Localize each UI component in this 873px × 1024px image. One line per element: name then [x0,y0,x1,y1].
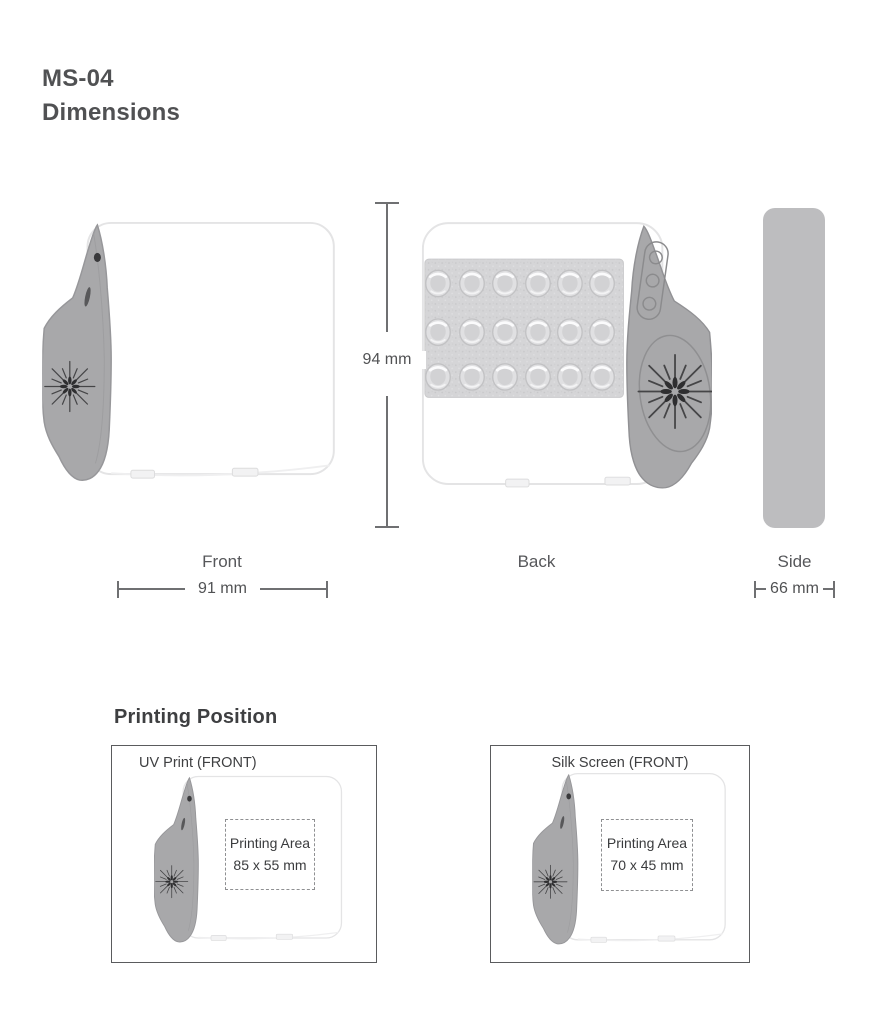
printing-area-label: Printing Area [606,835,688,852]
printing-area-size: 85 x 55 mm [233,856,307,873]
front-width-label: 91 mm [198,580,247,597]
dimension-line-right [260,588,326,590]
back-view-image [420,220,712,493]
silk-printing-area [601,819,693,891]
side-width-label: 66 mm [770,580,819,597]
side-view-label: Side [777,552,812,571]
dimension-line-left [119,588,185,590]
back-view-label: Back [517,552,556,571]
printing-area-size: 70 x 45 mm [610,857,684,873]
front-view-image [42,219,338,485]
dimension-tick-right [326,581,328,598]
uv-print-panel-title: UV Print (FRONT) [139,755,257,771]
dimension-cap-bottom [375,526,399,528]
height-dimension [362,202,412,528]
silk-screen-panel-title: Silk Screen (FRONT) [551,755,689,771]
silk-screen-panel [490,745,750,963]
page-subtitle: Dimensions [42,99,181,126]
dimension-line-lower [386,396,388,526]
side-width-dimension [754,580,835,598]
front-view-label: Front [202,552,242,571]
front-width-dimension [117,580,328,598]
dimension-line-upper [386,204,388,332]
page-title [42,62,180,130]
uv-printing-area [225,819,315,890]
printing-area-label: Printing Area [229,834,311,851]
side-view-image [763,208,825,528]
product-model: MS-04 [42,65,114,92]
printing-section-title: Printing Position [114,706,278,728]
dimension-line-left [756,588,766,590]
dimension-line-right [823,588,833,590]
uv-print-panel [111,745,377,963]
dimension-tick-right [833,581,835,598]
height-dimension-label: 94 mm [348,351,426,369]
